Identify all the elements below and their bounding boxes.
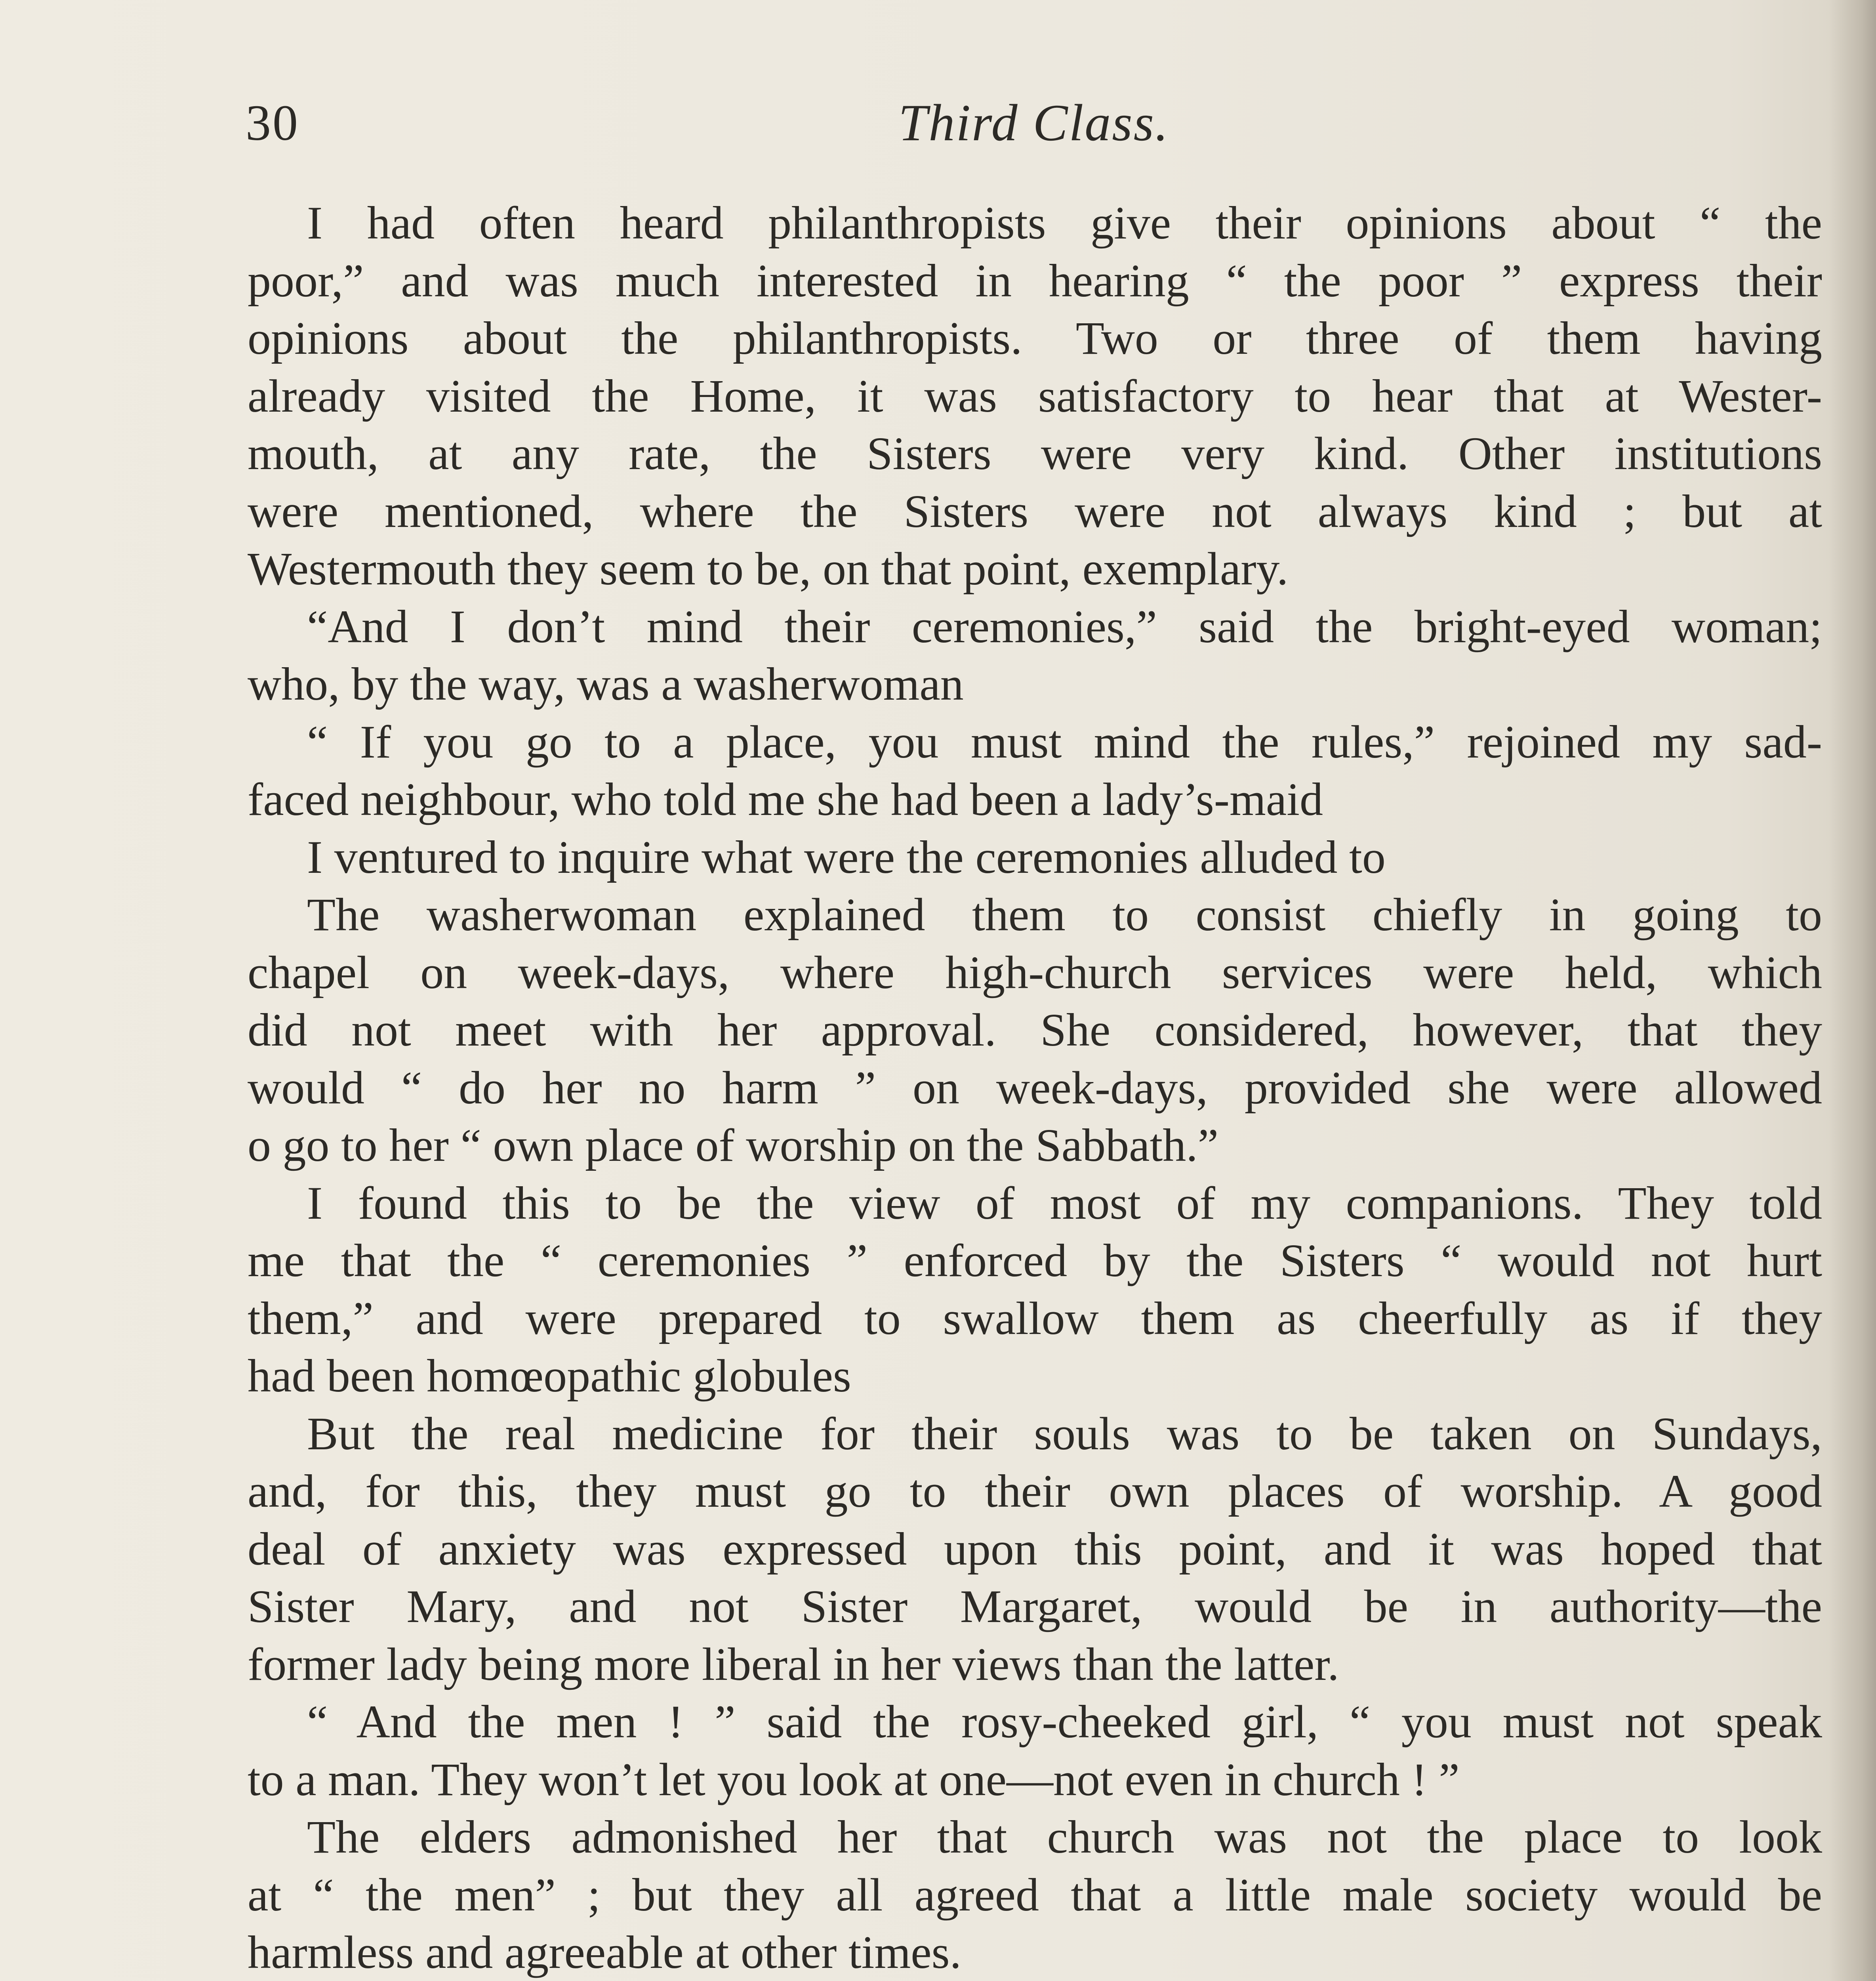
text-line: faced neighbour, who told me she had been a lady’s-maid: [248, 773, 1323, 825]
text-line: I had often heard philanthropists give their opinions about “ the: [307, 197, 1822, 249]
text-line: Sister Mary, and not Sister Margaret, would be in authority—the: [248, 1580, 1822, 1632]
text-line: I ventured to inquire what were the ceremonies alluded to: [307, 831, 1386, 883]
body-text: [248, 194, 1822, 1981]
text-line: me that the “ ceremonies ” enforced by the Sisters “ would not hurt: [248, 1235, 1822, 1286]
text-line: Westermouth they seem to be, on that point, exemplary.: [248, 543, 1289, 595]
text-line: “ And the men ! ” said the rosy-cheeked girl, “ you must not speak: [307, 1696, 1822, 1748]
text-line: “And I don’t mind their ceremonies,” said the bright-eyed woman;: [307, 600, 1822, 653]
text-line: “ If you go to a place, you must mind the rules,” rejoined my sad-: [307, 716, 1822, 768]
page-edge-shadow: [1828, 0, 1876, 1981]
text-line: were mentioned, where the Sisters were not always kind ; but at: [248, 485, 1822, 537]
text-line: and, for this, they must go to their own places of worship. A good: [248, 1465, 1822, 1517]
text-line: harmless and agreeable at other times.: [248, 1926, 962, 1978]
text-line: former lady being more liberal in her views than the latter.: [248, 1638, 1339, 1690]
text-line: deal of anxiety was expressed upon this point, and it was hoped that: [248, 1523, 1822, 1575]
text-line: poor,” and was much interested in hearing “ the poor ” express their: [248, 254, 1822, 307]
text-line: to a man. They won’t let you look at one—not even in church ! ”: [248, 1753, 1460, 1805]
text-line: had been homœopathic globules: [248, 1350, 851, 1402]
page-number: 30: [246, 95, 299, 151]
text-line: o go to her “ own place of worship on the Sabbath.”: [248, 1119, 1219, 1171]
text-line: who, by the way, was a washerwoman: [248, 658, 964, 710]
text-line: chapel on week-days, where high-church services were held, which: [248, 946, 1822, 998]
text-line: opinions about the philanthropists. Two or three of them having: [248, 312, 1822, 364]
page-header: [246, 87, 1822, 158]
text-line: at “ the men” ; but they all agreed that a little male society would be: [248, 1868, 1822, 1921]
text-line: did not meet with her approval. She considered, however, that they: [248, 1004, 1822, 1056]
text-line: already visited the Home, it was satisfactory to hear that at Wester-: [248, 370, 1822, 422]
text-line: The elders admonished her that church was not the place to look: [307, 1811, 1822, 1863]
text-line: mouth, at any rate, the Sisters were very kind. Other institutions: [248, 427, 1822, 479]
running-title: Third Class.: [898, 94, 1169, 152]
text-line: I found this to be the view of most of my companions. They told: [307, 1177, 1822, 1229]
text-line: The washerwoman explained them to consist chiefly in going to: [307, 889, 1822, 941]
text-line: would “ do her no harm ” on week-days, provided she were allowed: [248, 1061, 1822, 1114]
text-line: But the real medicine for their souls was to be taken on Sundays,: [307, 1407, 1822, 1460]
text-line: them,” and were prepared to swallow them as cheerfully as if they: [248, 1292, 1822, 1344]
